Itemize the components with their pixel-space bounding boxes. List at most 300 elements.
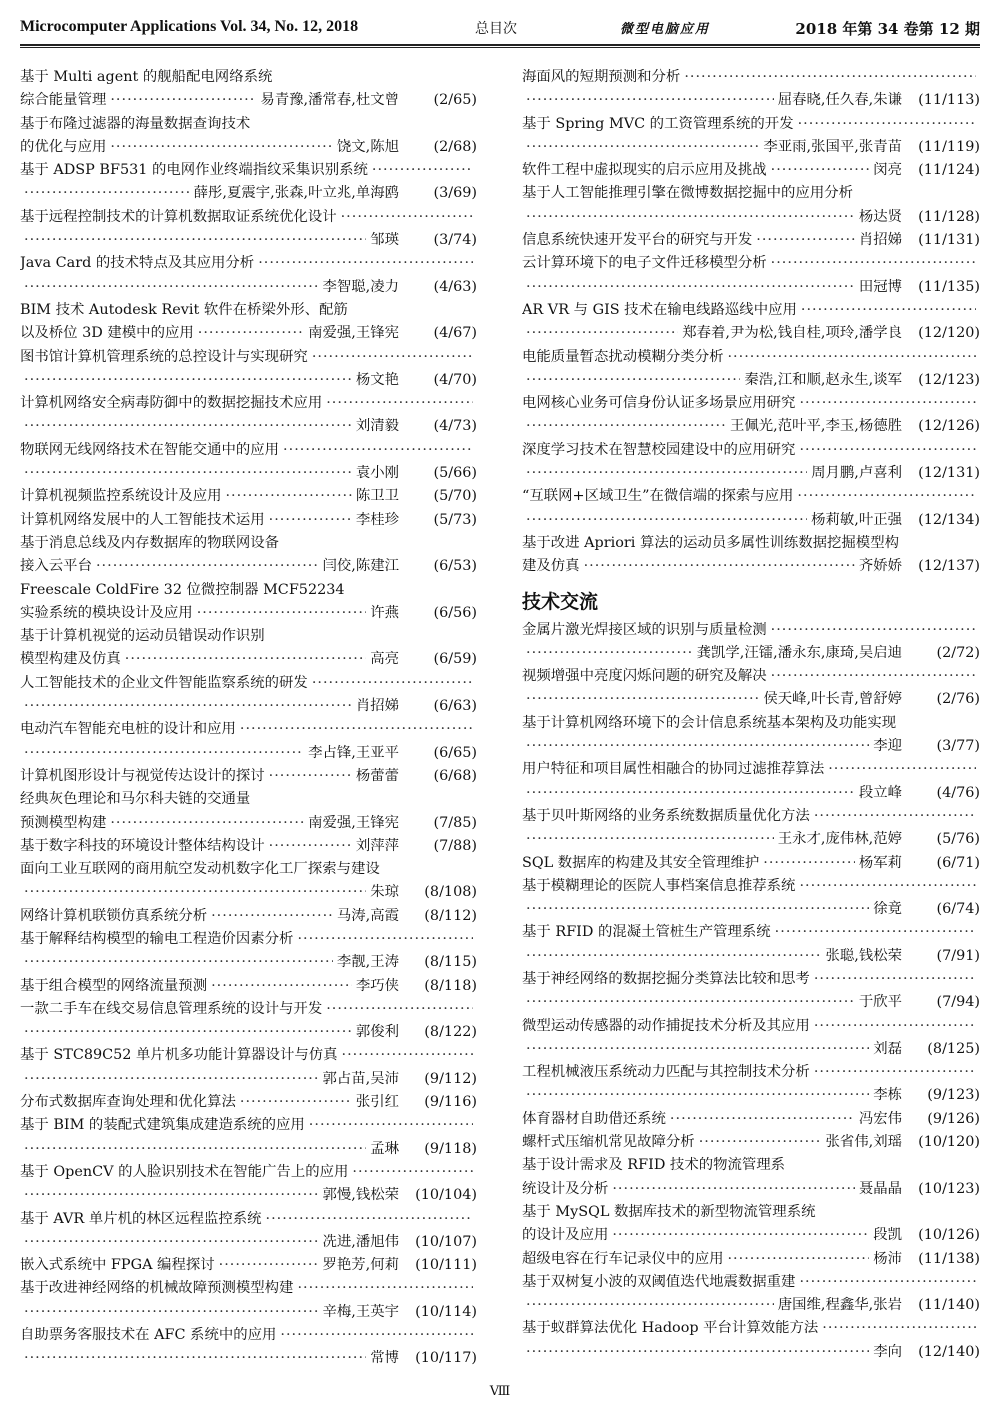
- entry-title: 自助票务客服技术在 AFC 系统中的应用: [20, 1327, 277, 1344]
- entry-title: 图书馆计算机管理系统的总控设计与实现研究: [20, 348, 308, 365]
- entry-title: 金属片激光焊接区域的识别与质量检测: [522, 621, 767, 638]
- toc-entry-line: [522, 1061, 980, 1084]
- leader-dots: [24, 369, 352, 392]
- entry-title: 基于双树复小波的双阈值迭代地震数据重建: [522, 1273, 796, 1290]
- leader-dots: [526, 1341, 869, 1364]
- entry-title: 计算机网络安全病毒防御中的数据挖掘技术应用: [20, 395, 323, 412]
- entry-issue-page: (6/74): [936, 901, 980, 918]
- leader-dots: [341, 206, 473, 229]
- toc-entry-line: [522, 735, 980, 758]
- entry-authors: 朱琼: [370, 884, 399, 901]
- leader-dots: [612, 1224, 869, 1247]
- entry-title: 海面风的短期预测和分析: [522, 69, 681, 85]
- toc-entry-line: [20, 252, 477, 275]
- header-rule: [20, 44, 980, 46]
- entry-title: 面向工业互联网的商用航空发动机数字化工厂探索与建设: [20, 861, 380, 878]
- leader-dots: [24, 881, 366, 904]
- journal-chinese-title: 微型电脑应用: [620, 22, 711, 37]
- entry-authors: 唐国维,程鑫华,张岩: [777, 1297, 902, 1314]
- entry-issue-page: (10/117): [415, 1350, 477, 1367]
- entry-authors: 郭慢,钱松荣: [322, 1187, 399, 1204]
- toc-entry-line: [522, 532, 980, 555]
- entry-issue-page: (4/67): [433, 325, 477, 342]
- toc-entry-line: [522, 415, 980, 438]
- entry-issue-page: (11/128): [918, 208, 980, 225]
- toc-entry-line: [20, 113, 477, 136]
- toc-entry-line: [522, 555, 980, 578]
- entry-issue-page: (10/120): [918, 1134, 980, 1151]
- entry-authors: 屈春晓,任久春,朱谦: [777, 92, 902, 109]
- entry-title: 基于数字科技的环境设计整体结构设计: [20, 837, 265, 854]
- entry-title: 建及仿真: [522, 558, 580, 575]
- toc-entry-line: [20, 695, 477, 718]
- entry-title: 实验系统的模块设计及应用: [20, 604, 193, 621]
- toc-entry-line: [522, 619, 980, 642]
- leader-dots: [526, 509, 807, 532]
- toc-entry-line: [522, 945, 980, 968]
- entry-title: 接入云平台: [20, 558, 92, 575]
- entry-title: 基于 ADSP BF531 的电网作业终端指纹采集识别系统: [20, 162, 368, 179]
- entry-title: SQL 数据库的构建及其安全管理维护: [522, 854, 760, 871]
- entry-title: 的优化与应用: [20, 138, 107, 155]
- leader-dots: [312, 346, 473, 369]
- toc-entry-line: [20, 1068, 477, 1091]
- entry-title: 一款二手车在线交易信息管理系统的设计与开发: [20, 1000, 323, 1017]
- entry-authors: 秦浩,江和顺,赵永生,谈军: [744, 371, 902, 388]
- entry-authors: 马涛,高霞: [336, 907, 399, 924]
- entry-issue-page: (10/104): [415, 1187, 477, 1204]
- toc-entry-line: [522, 322, 980, 345]
- leader-dots: [240, 718, 473, 741]
- toc-entry-line: [522, 1108, 980, 1131]
- entry-issue-page: (4/73): [433, 418, 477, 435]
- entry-title: 视频增强中亮度闪烁问题的研究及解决: [522, 668, 767, 685]
- toc-entry-line: [522, 1038, 980, 1061]
- left-column: [20, 66, 477, 1371]
- entry-title: 电能质量暂态扰动模糊分类分析: [522, 348, 724, 365]
- entry-issue-page: (8/125): [927, 1040, 980, 1057]
- leader-dots: [266, 1208, 473, 1231]
- toc-entry-line: [20, 602, 477, 625]
- entry-title: 基于改进神经网络的机械故障预测模型构建: [20, 1280, 294, 1297]
- leader-dots: [684, 66, 976, 89]
- entry-title: “互联网+区域卫生”在微信端的探索与应用: [522, 488, 794, 505]
- entry-authors: 李靓,王涛: [336, 954, 399, 971]
- toc-entry-line: [20, 369, 477, 392]
- leader-dots: [24, 742, 304, 765]
- toc-entry-line: [20, 1091, 477, 1114]
- entry-authors: 刘磊: [873, 1040, 902, 1057]
- leader-dots: [799, 875, 976, 898]
- entry-title: 基于 Spring MVC 的工资管理系统的开发: [522, 115, 794, 132]
- entry-issue-page: (3/77): [936, 738, 980, 755]
- entry-issue-page: (9/126): [927, 1110, 980, 1127]
- leader-dots: [822, 1317, 976, 1340]
- entry-authors: 段立峰: [858, 784, 902, 801]
- toc-entry-line: [20, 905, 477, 928]
- leader-dots: [211, 905, 333, 928]
- entry-authors: 杨沛: [873, 1250, 902, 1267]
- leader-dots: [24, 462, 352, 485]
- leader-dots: [24, 1138, 366, 1161]
- entry-issue-page: (5/66): [433, 465, 477, 482]
- entry-authors: 常博: [370, 1350, 399, 1367]
- leader-dots: [727, 1248, 869, 1271]
- leader-dots: [801, 299, 976, 322]
- entry-authors: 杨达贤: [858, 208, 902, 225]
- toc-entry-line: [522, 485, 980, 508]
- leader-dots: [526, 1038, 869, 1061]
- toc-entry-line: [20, 136, 477, 159]
- leader-dots: [197, 602, 367, 625]
- entry-issue-page: (11/119): [918, 138, 980, 155]
- entry-title: 基于神经网络的数据挖掘分类算法比较和思考: [522, 970, 810, 987]
- toc-entry-line: [20, 182, 477, 205]
- leader-dots: [771, 159, 870, 182]
- leader-dots: [372, 159, 473, 182]
- entry-title: 统设计及分析: [522, 1180, 609, 1197]
- entry-title: 计算机视频监控系统设计及应用: [20, 488, 222, 505]
- entry-issue-page: (11/113): [918, 92, 980, 109]
- leader-dots: [526, 898, 869, 921]
- leader-dots: [798, 113, 976, 136]
- leader-dots: [814, 968, 976, 991]
- entry-authors: 齐娇娇: [858, 558, 902, 575]
- entry-title: 软件工程中虚拟现实的启示应用及挑战: [522, 162, 767, 179]
- leader-dots: [771, 252, 976, 275]
- toc-entry-line: [522, 1015, 980, 1038]
- entry-authors: 张省伟,刘瑶: [825, 1134, 902, 1151]
- leader-dots: [24, 1184, 318, 1207]
- leader-dots: [24, 415, 352, 438]
- leader-dots: [771, 619, 976, 642]
- entry-title: BIM 技术 Autodesk Revit 软件在桥梁外形、配筋: [20, 301, 348, 318]
- toc-entry-line: [20, 812, 477, 835]
- entry-authors: 饶文,陈旭: [336, 138, 399, 155]
- entry-authors: 李智聪,凌力: [322, 278, 399, 295]
- toc-entry-line: [20, 625, 477, 648]
- entry-issue-page: (3/74): [433, 232, 477, 249]
- toc-entry-line: [522, 805, 980, 828]
- entry-issue-page: (10/114): [415, 1303, 477, 1320]
- leader-dots: [526, 369, 740, 392]
- entry-title: AR VR 与 GIS 技术在输电线路巡线中应用: [522, 301, 797, 318]
- toc-entry-line: [522, 852, 980, 875]
- entry-issue-page: (12/134): [918, 511, 980, 528]
- entry-issue-page: (9/112): [424, 1070, 477, 1087]
- leader-dots: [771, 665, 976, 688]
- entry-authors: 杨军莉: [858, 854, 902, 871]
- toc-entry-line: [20, 1138, 477, 1161]
- toc-entry-line: [20, 928, 477, 951]
- toc-entry-line: [20, 229, 477, 252]
- leader-dots: [326, 392, 473, 415]
- toc-entry-line: [522, 392, 980, 415]
- toc-entry-line: [522, 921, 980, 944]
- entry-authors: 郭占苗,吴沛: [322, 1070, 399, 1087]
- entry-title: 基于解释结构模型的输电工程造价因素分析: [20, 930, 294, 947]
- entry-title: 基于模糊理论的医院人事档案信息推荐系统: [522, 877, 796, 894]
- leader-dots: [342, 1044, 473, 1067]
- entry-authors: 许燕: [370, 604, 399, 621]
- entry-title: Java Card 的技术特点及其应用分析: [20, 255, 255, 272]
- toc-entry-line: [522, 509, 980, 532]
- entry-title: 基于改进 Apriori 算法的运动员多属性训练数据挖掘模型构: [522, 534, 899, 551]
- journal-english-title: Microcomputer Applications Vol. 34, No. 12, 2018: [20, 18, 359, 35]
- entry-issue-page: (5/73): [433, 511, 477, 528]
- entry-issue-page: (2/65): [433, 92, 477, 109]
- toc-entry-line: [522, 1294, 980, 1317]
- toc-entry-line: [20, 1184, 477, 1207]
- entry-title: 模型构建及仿真: [20, 651, 121, 668]
- section-label: 总目次: [475, 21, 517, 37]
- entry-issue-page: (10/123): [918, 1180, 980, 1197]
- entry-authors: 孟琳: [370, 1140, 399, 1157]
- leader-dots: [24, 1231, 318, 1254]
- toc-entry-line: [20, 159, 477, 182]
- toc-entry-line: [20, 1044, 477, 1067]
- entry-issue-page: (10/111): [415, 1257, 477, 1274]
- entry-issue-page: (4/63): [433, 278, 477, 295]
- entry-title: 嵌入式系统中 FPGA 编程探讨: [20, 1257, 215, 1274]
- leader-dots: [326, 998, 473, 1021]
- entry-authors: 张引红: [355, 1094, 399, 1111]
- entry-authors: 辛梅,王英宇: [322, 1303, 399, 1320]
- entry-title: 网络计算机联锁仿真系统分析: [20, 907, 208, 924]
- entry-title: 基于 AVR 单片机的林区远程监控系统: [20, 1210, 262, 1227]
- entry-authors: 陈卫卫: [355, 488, 399, 505]
- entry-authors: 闵亮: [873, 162, 902, 179]
- entry-authors: 冯宏伟: [858, 1110, 902, 1127]
- entry-issue-page: (2/76): [936, 691, 980, 708]
- toc-entry-line: [522, 1224, 980, 1247]
- leader-dots: [526, 89, 774, 112]
- entry-issue-page: (5/70): [433, 488, 477, 505]
- toc-entry-line: [522, 346, 980, 369]
- entry-authors: 杨蕾蕾: [355, 767, 399, 784]
- leader-dots: [526, 782, 855, 805]
- toc-entry-line: [20, 672, 477, 695]
- leader-dots: [110, 812, 304, 835]
- toc-entry-line: [20, 835, 477, 858]
- toc-entry-line: [522, 1131, 980, 1154]
- toc-entry-line: [20, 462, 477, 485]
- toc-entry-line: [522, 782, 980, 805]
- toc-entry-line: [20, 66, 477, 89]
- entry-issue-page: (11/135): [918, 278, 980, 295]
- toc-entry-line: [20, 1161, 477, 1184]
- entry-authors: 张聪,钱松荣: [825, 947, 902, 964]
- leader-dots: [797, 485, 976, 508]
- entry-issue-page: (7/94): [936, 994, 980, 1011]
- leader-dots: [814, 1015, 976, 1038]
- toc-entry-line: [522, 439, 980, 462]
- leader-dots: [312, 672, 473, 695]
- toc-entry-line: [20, 299, 477, 322]
- entry-authors: 田冠博: [858, 278, 902, 295]
- leader-dots: [219, 1254, 319, 1277]
- leader-dots: [526, 828, 774, 851]
- leader-dots: [96, 555, 319, 578]
- entry-issue-page: (9/116): [424, 1094, 477, 1111]
- running-header: [20, 14, 980, 40]
- leader-dots: [799, 392, 976, 415]
- toc-entry-line: [20, 1021, 477, 1044]
- entry-title: 电网核心业务可信身份认证多场景应用研究: [522, 395, 796, 412]
- leader-dots: [526, 276, 855, 299]
- entry-issue-page: (6/63): [433, 698, 477, 715]
- entry-issue-page: (6/53): [433, 558, 477, 575]
- leader-dots: [297, 1277, 473, 1300]
- entry-authors: 聂晶晶: [858, 1180, 902, 1197]
- entry-title: 基于布隆过滤器的海量数据查询技术: [20, 115, 251, 132]
- entry-issue-page: (7/88): [433, 837, 477, 854]
- entry-title: 预测模型构建: [20, 814, 107, 831]
- toc-entry-line: [20, 975, 477, 998]
- leader-dots: [526, 642, 693, 665]
- entry-issue-page: (6/65): [433, 744, 477, 761]
- toc-entry-line: [20, 1277, 477, 1300]
- toc-entry-line: [20, 1301, 477, 1324]
- leader-dots: [727, 346, 976, 369]
- leader-dots: [24, 1021, 352, 1044]
- entry-issue-page: (7/91): [936, 947, 980, 964]
- entry-title: 人工智能技术的企业文件智能监察系统的研发: [20, 674, 308, 691]
- leader-dots: [24, 1347, 366, 1370]
- toc-entry-line: [20, 718, 477, 741]
- leader-dots: [110, 136, 333, 159]
- entry-authors: 王永才,庞伟林,范婷: [777, 831, 902, 848]
- leader-dots: [526, 945, 821, 968]
- toc-entry-line: [522, 1341, 980, 1364]
- entry-authors: 邹瑛: [370, 232, 399, 249]
- entry-issue-page: (11/124): [918, 162, 980, 179]
- leader-dots: [814, 1061, 976, 1084]
- toc-entry-line: [522, 688, 980, 711]
- toc-entry-line: [522, 642, 980, 665]
- entry-authors: 于欣平: [858, 994, 902, 1011]
- right-column: [522, 66, 980, 1364]
- toc-entry-line: [522, 1084, 980, 1107]
- leader-dots: [763, 852, 855, 875]
- toc-entry-line: [522, 968, 980, 991]
- toc-entry-line: [522, 828, 980, 851]
- leader-dots: [756, 229, 855, 252]
- leader-dots: [280, 1324, 473, 1347]
- entry-issue-page: (6/59): [433, 651, 477, 668]
- entry-title: 信息系统快速开发平台的研究与开发: [522, 232, 753, 249]
- entry-issue-page: (3/69): [433, 185, 477, 202]
- toc-entry-line: [20, 485, 477, 508]
- toc-entry-line: [522, 1271, 980, 1294]
- entry-issue-page: (10/107): [415, 1233, 477, 1250]
- toc-entry-line: [522, 252, 980, 275]
- leader-dots: [258, 252, 473, 275]
- toc-entry-line: [20, 532, 477, 555]
- leader-dots: [526, 688, 759, 711]
- toc-entry-line: [20, 765, 477, 788]
- entry-authors: 南爱强,王锋宪: [308, 325, 399, 342]
- entry-issue-page: (12/123): [918, 371, 980, 388]
- leader-dots: [110, 89, 256, 112]
- leader-dots: [775, 921, 976, 944]
- toc-entry-line: [522, 1154, 980, 1177]
- entry-authors: 李巧侠: [355, 977, 399, 994]
- entry-title: 基于贝叶斯网络的业务系统数据质量优化方法: [522, 807, 810, 824]
- entry-title: 超级电容在行车记录仪中的应用: [522, 1250, 724, 1267]
- toc-entry-line: [522, 299, 980, 322]
- toc-entry-line: [522, 462, 980, 485]
- entry-title: 基于蚁群算法优化 Hadoop 平台计算效能方法: [522, 1320, 819, 1337]
- header-rule-thin: [20, 47, 980, 48]
- entry-issue-page: (6/68): [433, 767, 477, 784]
- toc-entry-line: [522, 875, 980, 898]
- entry-issue-page: (12/120): [918, 325, 980, 342]
- entry-issue-page: (12/140): [918, 1343, 980, 1360]
- entry-issue-page: (4/76): [936, 784, 980, 801]
- leader-dots: [24, 182, 190, 205]
- entry-authors: 郑春着,尹为松,钱自桂,项玲,潘学良: [682, 325, 902, 342]
- entry-authors: 冼进,潘旭伟: [322, 1233, 399, 1250]
- leader-dots: [269, 835, 352, 858]
- entry-title: 用户特征和项目属性相融合的协同过滤推荐算法: [522, 761, 825, 778]
- entry-title: 分布式数据库查询处理和优化算法: [20, 1094, 236, 1111]
- entry-authors: 李占锋,王亚平: [308, 744, 399, 761]
- leader-dots: [269, 765, 352, 788]
- leader-dots: [526, 1084, 869, 1107]
- entry-authors: 李桂珍: [355, 511, 399, 528]
- entry-issue-page: (2/72): [936, 644, 980, 661]
- entry-issue-page: (8/118): [424, 977, 477, 994]
- entry-title: 微型运动传感器的动作捕捉技术分析及其应用: [522, 1017, 810, 1034]
- entry-issue-page: (9/123): [927, 1087, 980, 1104]
- toc-entry-line: [522, 159, 980, 182]
- entry-issue-page: (11/140): [918, 1297, 980, 1314]
- entry-issue-page: (6/56): [433, 604, 477, 621]
- entry-issue-page: (12/137): [918, 558, 980, 575]
- entry-title: 电动汽车智能充电桩的设计和应用: [20, 721, 236, 738]
- entry-title: 深度学习技术在智慧校园建设中的应用研究: [522, 441, 796, 458]
- toc-entry-line: [20, 788, 477, 811]
- entry-title: 基于消息总线及内存数据库的物联网设备: [20, 534, 280, 551]
- leader-dots: [269, 509, 352, 532]
- toc-entry-line: [20, 1324, 477, 1347]
- entry-authors: 杨莉敏,叶正强: [811, 511, 902, 528]
- leader-dots: [125, 648, 366, 671]
- toc-entry-line: [20, 1231, 477, 1254]
- entry-issue-page: (8/115): [424, 954, 477, 971]
- entry-title: 基于 MySQL 数据库技术的新型物流管理系统: [522, 1203, 816, 1220]
- leader-dots: [211, 975, 352, 998]
- leader-dots: [526, 322, 678, 345]
- entry-title: 工程机械液压系统动力匹配与其控制技术分析: [522, 1064, 810, 1081]
- entry-authors: 肖招娣: [355, 698, 399, 715]
- entry-title: 的设计及应用: [522, 1227, 609, 1244]
- toc-entry-line: [20, 858, 477, 881]
- toc-entry-line: [20, 89, 477, 112]
- toc-entry-line: [522, 229, 980, 252]
- toc-entry-line: [20, 509, 477, 532]
- toc-entry-line: [20, 579, 477, 602]
- entry-title: 体育器材自助借还系统: [522, 1110, 666, 1127]
- leader-dots: [526, 206, 855, 229]
- entry-authors: 李迎: [873, 738, 902, 755]
- entry-issue-page: (12/126): [918, 418, 980, 435]
- entry-authors: 杨文艳: [355, 371, 399, 388]
- entry-title: 计算机网络发展中的人工智能技术运用: [20, 511, 265, 528]
- entry-title: 基于计算机网络环境下的会计信息系统基本架构及功能实现: [522, 714, 897, 731]
- toc-entry-line: [20, 648, 477, 671]
